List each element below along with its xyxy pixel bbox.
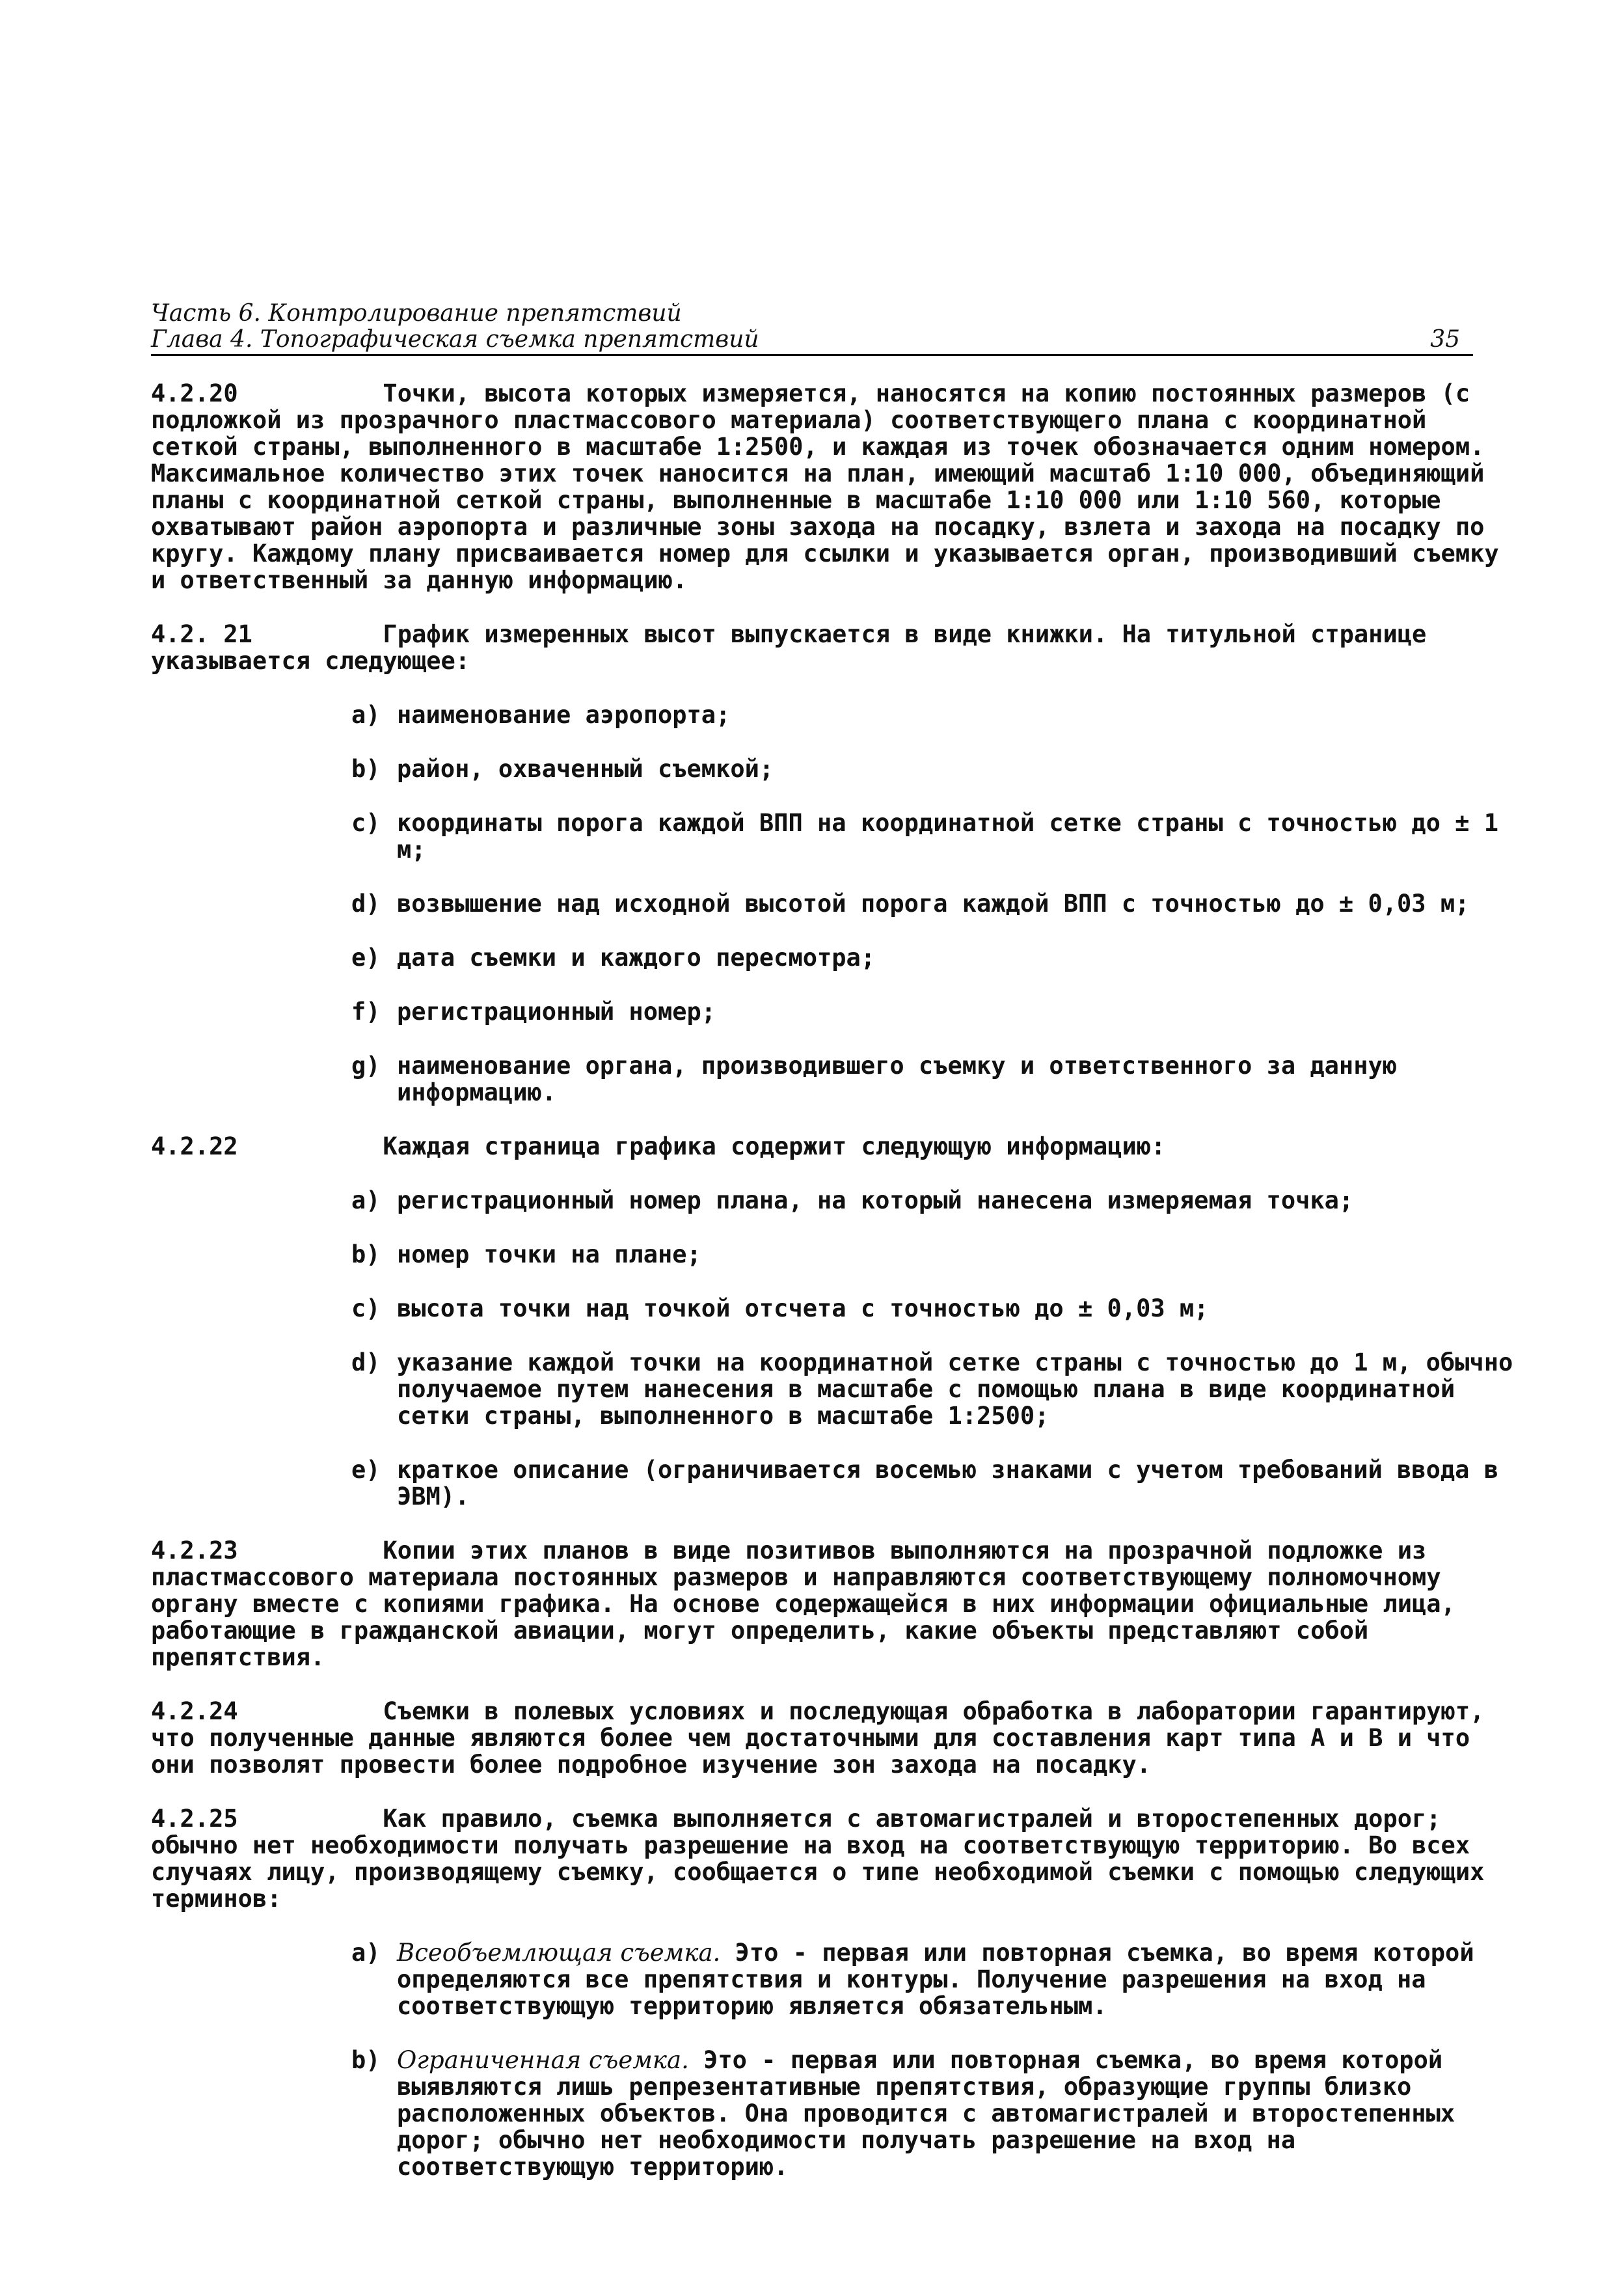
paragraph-spacer [238, 1537, 383, 1564]
list-item [351, 1295, 1517, 1322]
list-marker: d) [351, 1348, 381, 1376]
list-marker: e) [351, 1456, 381, 1484]
paragraph-spacer [252, 620, 383, 648]
list-item-text: возвышение над исходной высотой порога каждой ВПП с точностью до ± 0,03 м; [397, 890, 1470, 918]
paragraph-number: 4.2. 21 [151, 620, 252, 648]
list-item [351, 756, 1517, 782]
list-item [351, 890, 1517, 917]
list-item-text: Это - первая или повторная съемка, во время которой определяются все препятствия и контуры. Получение разрешения на вход на соответствующую территорию является обязательным. [397, 1939, 1489, 2020]
list-item-text: номер точки на плане; [397, 1240, 701, 1268]
paragraph-number: 4.2.25 [151, 1805, 238, 1833]
list-item-text: наименование аэропорта; [397, 701, 731, 729]
list-4-2-21 [151, 702, 1517, 1106]
list-marker: e) [351, 944, 381, 972]
paragraph-4-2-22 [151, 1133, 1517, 1160]
paragraph-number: 4.2.22 [151, 1132, 238, 1160]
list-item-text: дата съемки и каждого пересмотра; [397, 944, 876, 972]
list-item [351, 1939, 1517, 2019]
list-item-text: регистрационный номер плана, на который нанесена измеряемая точка; [397, 1186, 1354, 1214]
page-number: 35 [1430, 326, 1460, 353]
paragraph-text: График измеренных высот выпускается в виде книжки. На титульной странице указывается следующее: [151, 620, 1441, 675]
paragraph-number: 4.2.23 [151, 1537, 238, 1564]
list-item-text: краткое описание (ограничивается восемью знаками с учетом требований ввода в ЭВМ). [397, 1456, 1513, 1510]
paragraph-spacer [238, 1805, 383, 1833]
paragraph-4-2-21 [151, 621, 1517, 674]
paragraph-text: Точки, высота которых измеряется, наносятся на копию постоянных размеров (с подложкой из прозрачного пластмассового материала) соответствующего плана с координатной сеткой страны, выполненного в масштабе 1:2500, и каждая из точек обозначается одним номером. Максимальное количество этих точек наносится на план, имеющий масштаб 1:10 000, объединяющий планы с координатной сеткой страны, выполненные в масштабе 1:10 000 или 1:10 560, которые охватывают район аэропорта и различные зоны захода на посадку, взлета и захода на посадку по кругу. Каждому плану присваивается номер для ссылки и указывается орган, производивший съемку и ответственный за данную информацию. [151, 379, 1513, 594]
page-header [151, 301, 1473, 356]
paragraph-spacer [238, 1697, 383, 1725]
list-item [351, 1241, 1517, 1268]
paragraph-4-2-24 [151, 1698, 1517, 1778]
document-body [151, 379, 1528, 2207]
list-4-2-22 [151, 1186, 1528, 1510]
paragraph-text: Каждая страница графика содержит следующую информацию: [383, 1132, 1166, 1160]
paragraph-number: 4.2.20 [151, 379, 238, 407]
paragraph-text: Как правило, съемка выполняется с автомагистралей и второстепенных дорог; обычно нет необходимости получать разрешение на вход на соответствующую территорию. Во всех случаях лицу, производящему съемку, сообщается о типе необходимой съемки с помощью следующих терминов: [151, 1805, 1499, 1913]
list-item [351, 1456, 1517, 1510]
list-item-text: указание каждой точки на координатной сетке страны с точностью до 1 м, обычно получаемое путем нанесения в масштабе с помощью плана в виде координатной сетки страны, выполненного в масштабе 1:2500; [397, 1348, 1528, 1430]
term-title: Всеобъемлющая съемка. [397, 1939, 721, 1967]
list-marker: b) [351, 1240, 381, 1268]
paragraph-text: Съемки в полевых условиях и последующая обработка в лаборатории гарантируют, что полученные данные являются более чем достаточными для составления карт типа А и В и что они позволят провести более подробное изучение зон захода на посадку. [151, 1697, 1499, 1779]
list-4-2-25 [151, 1939, 1517, 2180]
list-item-text: Это - первая или повторная съемка, во время которой выявляются лишь репрезентативные препятствия, образующие группы близко расположенных объектов. Она проводится с автомагистралей и второстепенных дорог; обычно нет необходимости получать разрешение на вход на соответствующую территорию. [397, 2046, 1470, 2181]
paragraph-spacer [238, 379, 383, 407]
list-item [351, 1187, 1517, 1214]
header-part-title: Часть 6. Контролирование препятствий [151, 300, 682, 327]
list-marker: b) [351, 2046, 381, 2074]
list-item [351, 1052, 1517, 1106]
paragraph-spacer [238, 1132, 383, 1160]
list-marker: a) [351, 1186, 381, 1214]
list-item-text: регистрационный номер; [397, 998, 716, 1026]
list-item [351, 944, 1517, 971]
list-item [351, 998, 1517, 1025]
list-marker: a) [351, 1939, 381, 1967]
list-item [351, 810, 1517, 863]
list-marker: d) [351, 890, 381, 918]
term-title: Ограниченная съемка. [397, 2046, 689, 2074]
list-marker: a) [351, 701, 381, 729]
paragraph-4-2-23 [151, 1537, 1517, 1671]
list-marker: c) [351, 1294, 381, 1322]
paragraph-number: 4.2.24 [151, 1697, 238, 1725]
paragraph-4-2-25 [151, 1805, 1517, 1912]
list-marker: g) [351, 1052, 381, 1080]
paragraph-4-2-20 [151, 380, 1517, 594]
list-item-text: координаты порога каждой ВПП на координатной сетке страны с точностью до ± 1 м; [397, 809, 1513, 864]
header-chapter-line [151, 327, 1473, 356]
list-item-text: район, охваченный съемкой; [397, 755, 774, 783]
list-marker: f) [351, 998, 381, 1026]
list-marker: b) [351, 755, 381, 783]
list-item-text: высота точки над точкой отсчета с точностью до ± 0,03 м; [397, 1294, 1209, 1322]
list-item [351, 2047, 1517, 2180]
list-marker: c) [351, 809, 381, 837]
list-item [351, 1348, 1528, 1430]
paragraph-text: Копии этих планов в виде позитивов выполняются на прозрачной подложке из пластмассового материала постоянных размеров и направляются соответствующему полномочному органу вместе с копиями графика. На основе содержащейся в них информации официальные лица, работающие в гражданской авиации, могут определить, какие объекты представляют собой препятствия. [151, 1537, 1470, 1671]
list-item [351, 702, 1517, 728]
header-chapter-title: Глава 4. Топографическая съемка препятствий [151, 326, 759, 353]
list-item-text: наименование органа, производившего съемку и ответственного за данную информацию. [397, 1052, 1412, 1106]
